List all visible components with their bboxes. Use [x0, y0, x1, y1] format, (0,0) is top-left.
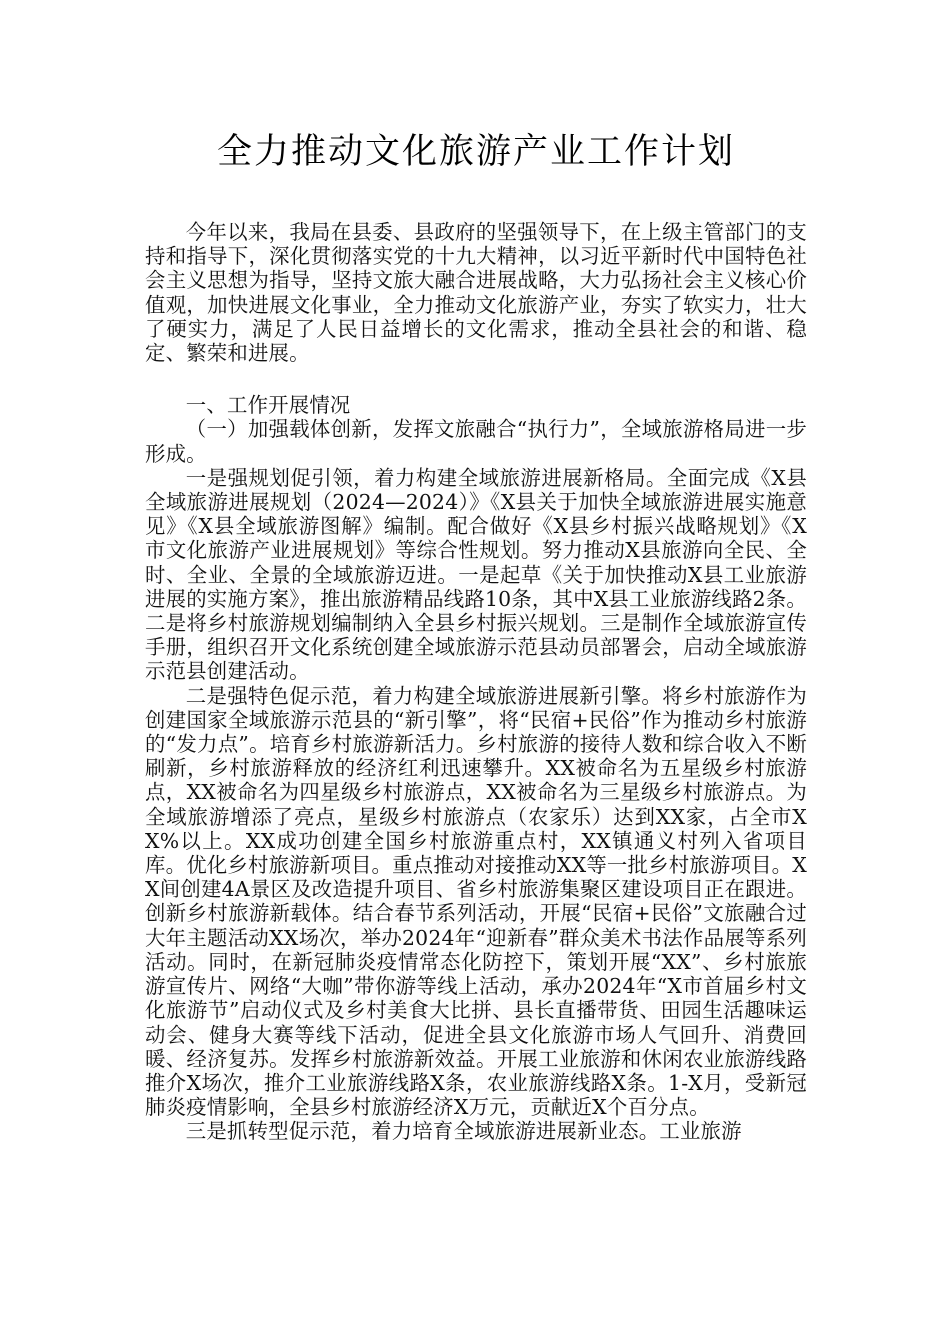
body-paragraph-planning: 一是强规划促引领，着力构建全域旅游进展新格局。全面完成《X县全域旅游进展规划（2024—2024）》《X县关于加快全域旅游进展实施意见》《X县全域旅游图解》编制。配合做好《X县乡村振兴战略规划》《X市文化旅游产业进展规划》等综合性规划。努力推动X县旅游向全民、全时、全业、全景的全域旅游迈进。一是起草《关于加快推动X县工业旅游进展的实施方案》，推出旅游精品线路10条，其中X县工业旅游线路2条。二是将乡村旅游规划编制纳入全县乡村振兴规划。三是制作全域旅游宣传手册，组织召开文化系统创建全域旅游示范县动员部署会，启动全域旅游示范县创建活动。 — [145, 465, 807, 684]
subsection-heading: （一）加强载体创新，发挥文旅融合“执行力”，全域旅游格局进一步形成。 — [145, 417, 807, 466]
section-heading: 一、工作开展情况 — [185, 393, 351, 418]
paragraph-spacer — [145, 365, 807, 393]
body-paragraph-transformation: 三是抓转型促示范，着力培育全域旅游进展新业态。工业旅游 — [185, 1119, 742, 1144]
document-title: 全力推动文化旅游产业工作计划 — [216, 132, 735, 172]
intro-paragraph: 今年以来，我局在县委、县政府的坚强领导下，在上级主管部门的支持和指导下，深化贯彻落实党的十九大精神，以习近平新时代中国特色社会主义思想为指导，坚持文旅大融合进展战略，大力弘扬社会主义核心价值观，加快进展文化事业，全力推动文化旅游产业，夯实了软实力，壮大了硬实力，满足了人民日益增长的文化需求，推动全县社会的和谐、稳定、繁荣和进展。 — [145, 220, 807, 366]
document-page — [145, 128, 807, 1144]
body-paragraph-features: 二是强特色促示范，着力构建全域旅游进展新引擎。将乡村旅游作为创建国家全域旅游示范县的“新引擎”，将“民宿+民俗”作为推动乡村旅游的“发力点”。培育乡村旅游新活力。乡村旅游的接待人数和综合收入不断刷新，乡村旅游释放的经济红利迅速攀升。XX被命名为五星级乡村旅游点，XX被命名为四星级乡村旅游点，XX被命名为三星级乡村旅游点。为全域旅游增添了亮点，星级乡村旅游点（农家乐）达到XX家，占全市XX%以上。XX成功创建全国乡村旅游重点村，XX镇通义村列入省项目库。优化乡村旅游新项目。重点推动对接推动XX等一批乡村旅游项目。XX间创建4A景区及改造提升项目、省乡村旅游集聚区建设项目正在跟进。创新乡村旅游新载体。结合春节系列活动，开展“民宿+民俗”文旅融合过大年主题活动XX场次，举办2024年“迎新春”群众美术书法作品展等系列活动。同时，在新冠肺炎疫情常态化防控下，策划开展“XX”、乡村旅旅游宣传片、网络“大咖”带你游等线上活动，承办2024年“X市首届乡村文化旅游节”启动仪式及乡村美食大比拼、县长直播带货、田园生活趣味运动会、健身大赛等线下活动，促进全县文化旅游市场人气回升、消费回暖、经济复苏。发挥乡村旅游新效益。开展工业旅游和休闲农业旅游线路推介X场次，推介工业旅游线路X条，农业旅游线路X条。1-X月，受新冠肺炎疫情影响，全县乡村旅游经济X万元，贡献近X个百分点。 — [145, 683, 807, 1120]
